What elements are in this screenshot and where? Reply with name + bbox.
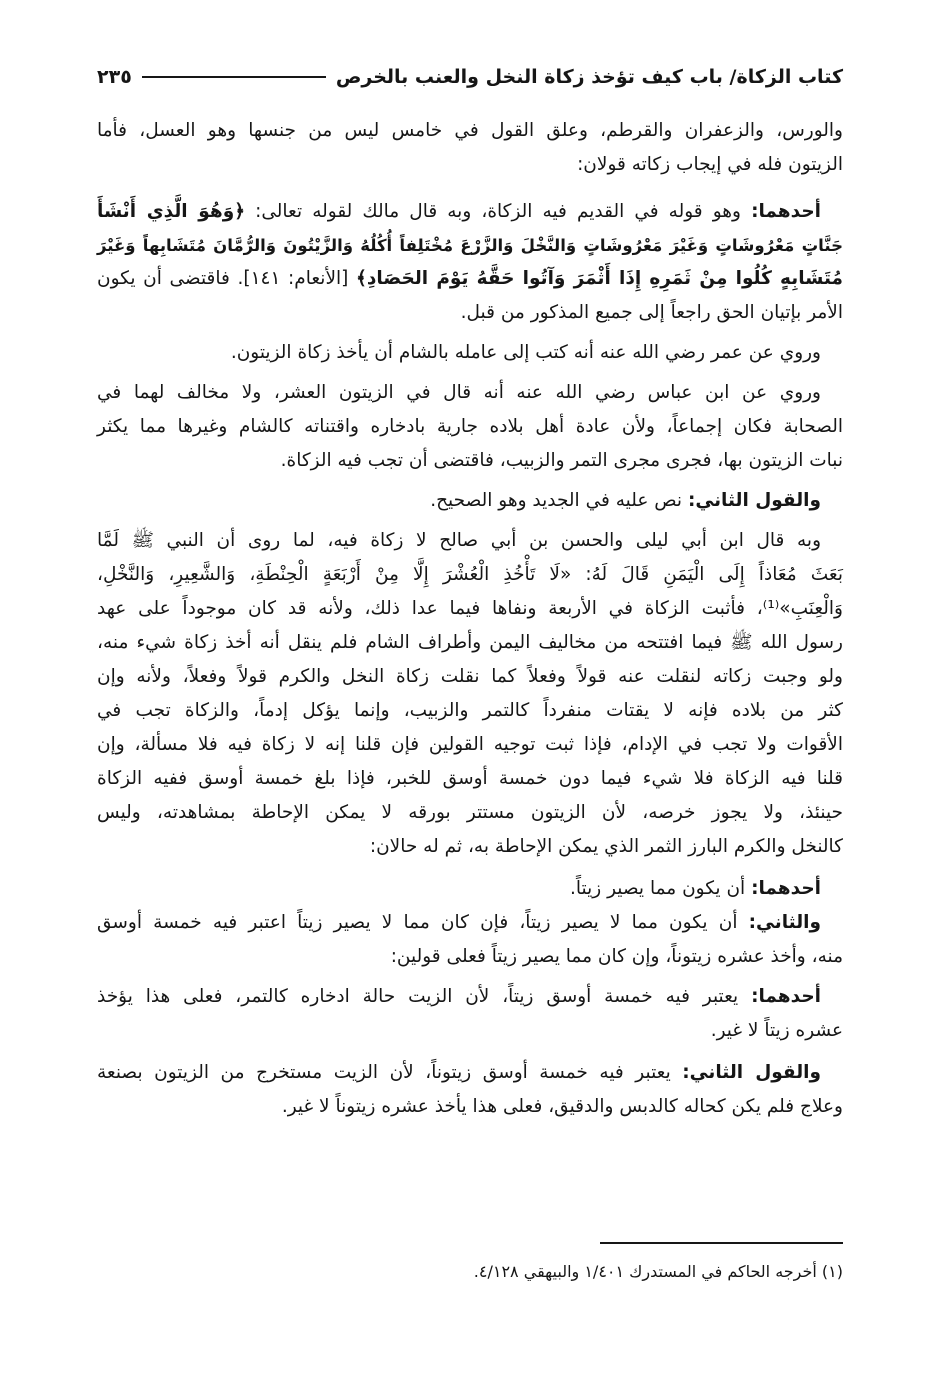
footnote: (١) أخرجه الحاكم في المستدرك ١/٤٠١ والبيهقي ٤/١٢٨. bbox=[473, 1262, 843, 1281]
text-line bbox=[97, 874, 843, 904]
text-line bbox=[97, 594, 843, 624]
bold-lead: والقول الثاني: bbox=[687, 490, 821, 511]
footnote-divider bbox=[600, 1242, 843, 1244]
text-line bbox=[97, 942, 843, 972]
line-text: الزيتون فله في إيجاب زكاته قولان: bbox=[577, 154, 843, 175]
text-line bbox=[97, 338, 843, 368]
text-line bbox=[97, 1058, 843, 1088]
text-line bbox=[97, 832, 843, 862]
line-text: [الأنعام: ١٤١]. فاقتضى أن يكون bbox=[97, 268, 356, 289]
line-text: يعتبر فيه خمسة أوسق زيتاً، لأن الزيت حالة ادخاره كالتمر، فعلى هذا يؤخذ bbox=[97, 986, 752, 1007]
quran-verse: ﴿وَهُوَ الَّذِي أَنْشَأَ bbox=[97, 201, 246, 222]
line-text: بَعَثَ مُعَاذاً إِلَى الْيَمَنِ قَالَ لَهُ: «لَا تَأْخُذِ الْعُشْرَ إِلَّا مِنْ أَرْبَعَةٍ الْحِنْطَةِ، وَالشَّعِيرِ، وَالنَّخْلِ، bbox=[97, 564, 843, 585]
text-line bbox=[97, 446, 843, 476]
text-line bbox=[97, 662, 843, 692]
line-text: الصحابة فكان إجماعاً، ولأن عادة أهل بلاده جارية بادخاره واقتناته كالشام وغيرها مما يكثر bbox=[97, 416, 843, 437]
bold-lead: مُتَشَابِهٍ كُلُوا مِنْ ثَمَرِهِ إِذَا أَثْمَرَ وَآتُوا حَقَّهُ يَوْمَ الحَصَادِ﴾ bbox=[356, 268, 844, 289]
line-text: نص عليه في الجديد وهو الصحيح. bbox=[430, 490, 688, 511]
line-text: أن يكون مما يصير زيتاً. bbox=[570, 878, 752, 899]
page-number: ٢٣٥ bbox=[97, 66, 132, 88]
line-text: الأقوات ولا تجب في الإدام، فإذا ثبت توجيه القولين فإن قلنا إنه لا زكاة فيه فلا مسألة، وإن bbox=[97, 734, 843, 755]
header-rule bbox=[142, 76, 326, 78]
line-text: وبه قال ابن أبي ليلى والحسن بن أبي صالح لا زكاة فيه، لما روى أن النبي ﷺ لَمَّا bbox=[97, 530, 821, 551]
line-text: نبات الزيتون بها، فجرى مجرى التمر والزبيب، فاقتضى أن تجب فيه الزكاة. bbox=[280, 450, 843, 471]
line-text: وروي عن عمر رضي الله عنه أنه كتب إلى عامله بالشام أن يأخذ زكاة الزيتون. bbox=[230, 342, 821, 363]
bold-lead: أحدهما: bbox=[751, 201, 821, 222]
bold-lead: والثاني: bbox=[748, 912, 821, 933]
text-line bbox=[97, 150, 843, 180]
line-text: الأمر بإتيان الحق راجعاً إلى جميع المذكور من قبل. bbox=[460, 302, 843, 323]
line-text: كثر من بلاده فإنه لا يقتات منفرداً كالتمر والزبيب، وإنما يؤكل إدماً، والزكاة تجب في bbox=[97, 700, 843, 721]
line-text: منه، وأخذ عشره زيتوناً، وإن كان مما يصير زيتاً فعلى قولين: bbox=[390, 946, 843, 967]
line-text: والورس، والزعفران والقرطم، وعلق القول في خامس ليس من جنسها وهو العسل، فأما bbox=[97, 120, 843, 141]
text-line bbox=[97, 982, 843, 1012]
text-line bbox=[97, 628, 843, 658]
line-text: وروي عن ابن عباس رضي الله عنه أنه قال في الزيتون العشر، ولا مخالف لهما في bbox=[97, 382, 821, 403]
text-line bbox=[97, 764, 843, 794]
text-line bbox=[97, 730, 843, 760]
text-line bbox=[97, 412, 843, 442]
bold-lead: والقول الثاني: bbox=[682, 1062, 821, 1083]
line-text: وهو قوله في القديم فيه الزكاة، وبه قال مالك لقوله تعالى: bbox=[245, 201, 752, 222]
line-text: قلنا فيه الزكاة فلا شيء فيما دون خمسة أوسق للخبر، فإذا بلغ خمسة أوسق ففيه الزكاة bbox=[97, 768, 843, 789]
line-text: وَالْعِنَبِ»⁽¹⁾، فأثبت الزكاة في الأربعة ونفاها فيما عدا ذلك، ولأنه قد كان موجوداً على عهد bbox=[97, 598, 843, 619]
text-line bbox=[97, 560, 843, 590]
text-line bbox=[97, 908, 843, 938]
text-line bbox=[97, 378, 843, 408]
bold-lead: جَنَّاتٍ مَعْرُوشَاتٍ وَغَيْرَ مَعْرُوشَاتٍ وَالنَّخْلَ وَالزَّرْعَ مُخْتَلِفاً أُكُلُهُ وَالزَّيْتُونَ وَالرُّمَّانَ مُتَشَابِهاً وَغَيْرَ bbox=[97, 236, 843, 255]
chapter-title: كتاب الزكاة/ باب كيف تؤخذ زكاة النخل والعنب بالخرص bbox=[335, 66, 843, 88]
text-line bbox=[97, 486, 843, 516]
line-text: حينئذ، ولا يجوز خرصه، لأن الزيتون مستتر بورقه لا يمكن الإحاطة بمشاهدته، وليس bbox=[97, 802, 843, 823]
bold-lead: أحدهما: bbox=[751, 986, 821, 1007]
line-text: أن يكون مما لا يصير زيتاً، فإن كان مما لا يصير زيتاً اعتبر فيه خمسة أوسق bbox=[97, 912, 749, 933]
text-line bbox=[97, 298, 843, 328]
line-text: يعتبر فيه خمسة أوسق زيتوناً، لأن الزيت مستخرج من الزيتون بصنعة bbox=[97, 1062, 683, 1083]
text-line bbox=[97, 526, 843, 556]
running-header bbox=[97, 62, 843, 92]
text-line bbox=[97, 798, 843, 828]
line-text: وعلاج فلم يكن كحاله كالدبس والدقيق، فعلى هذا يأخذ عشره زيتوناً لا غير. bbox=[281, 1096, 843, 1117]
line-text: كالنخل والكرم البارز الثمر الذي يمكن الإحاطة به، ثم له حالان: bbox=[369, 836, 843, 857]
line-text: رسول الله ﷺ فيما افتتحه من مخاليف اليمن وأطراف الشام فلم ينقل أنه أخذ زكاة شيء منه، bbox=[97, 632, 843, 653]
bold-lead: أحدهما: bbox=[751, 878, 821, 899]
line-text: عشره زيتاً لا غير. bbox=[710, 1020, 843, 1041]
text-line bbox=[97, 197, 843, 227]
line-text: ولو وجبت زكاته لنقلت عنه قولاً وفعلاً كما نقلت زكاة النخل والكرم قولاً وفعلاً، ولأنه وإن bbox=[97, 666, 843, 687]
text-line bbox=[97, 264, 843, 294]
text-line bbox=[97, 696, 843, 726]
text-line bbox=[97, 231, 843, 261]
text-line bbox=[97, 1016, 843, 1046]
text-line bbox=[97, 1092, 843, 1122]
text-line bbox=[97, 116, 843, 146]
